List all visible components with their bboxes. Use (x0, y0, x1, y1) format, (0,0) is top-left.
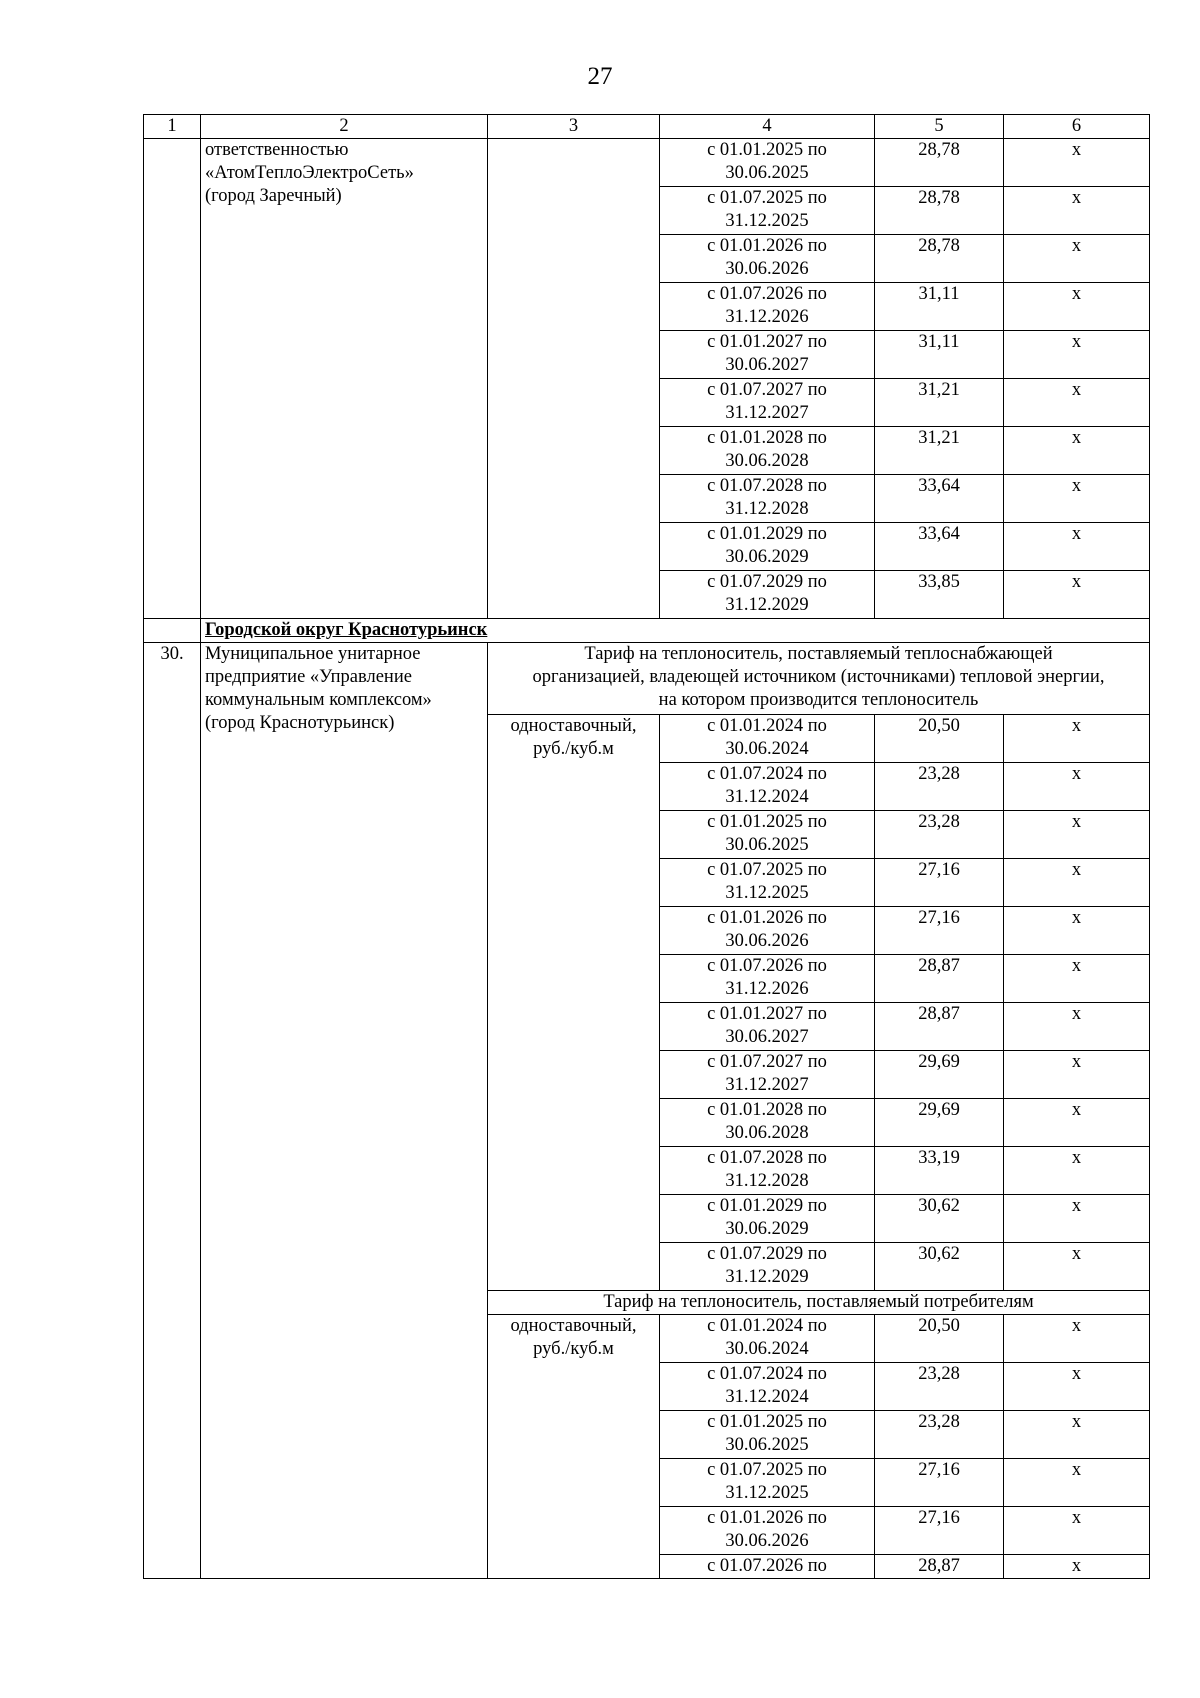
period-cell (660, 1315, 875, 1363)
period-start: с 01.01.2028 по (707, 428, 827, 448)
period-start: с 01.07.2026 по (707, 1556, 827, 1576)
tariff-value: 28,87 (875, 1003, 1004, 1051)
section-row (144, 619, 1150, 643)
tariff-unit-line: одноставочный, (510, 716, 637, 736)
col6-value: х (1004, 1411, 1150, 1459)
period-cell (660, 859, 875, 907)
tariff-type (488, 139, 660, 619)
period-cell (660, 715, 875, 763)
period-cell (660, 1363, 875, 1411)
period-end: 31.12.2024 (725, 787, 809, 807)
col6-value: х (1004, 1555, 1150, 1579)
col6-value: х (1004, 427, 1150, 475)
organization-name-line: предприятие «Управление (205, 667, 412, 687)
col6-value: х (1004, 1051, 1150, 1099)
period-cell (660, 907, 875, 955)
tariff-value: 23,28 (875, 1363, 1004, 1411)
period-end: 30.06.2028 (725, 451, 809, 471)
tariff-value: 31,21 (875, 427, 1004, 475)
organization-name-line: (город Краснотурьинск) (205, 713, 395, 733)
period-end: 30.06.2024 (725, 739, 809, 759)
period-end: 31.12.2027 (725, 403, 809, 423)
period-start: с 01.01.2029 по (707, 1196, 827, 1216)
period-cell (660, 475, 875, 523)
period-end: 31.12.2026 (725, 979, 809, 999)
period-cell (660, 1051, 875, 1099)
tariff-unit-line: одноставочный, (510, 1316, 637, 1336)
period-start: с 01.01.2027 по (707, 332, 827, 352)
organization-name-line: ответственностью (205, 140, 349, 160)
header-cell: 4 (660, 115, 875, 139)
organization-name (201, 139, 488, 619)
period-end: 31.12.2025 (725, 1483, 809, 1503)
period-cell (660, 283, 875, 331)
period-end: 30.06.2027 (725, 1027, 809, 1047)
period-start: с 01.01.2026 по (707, 908, 827, 928)
col6-value: х (1004, 475, 1150, 523)
col6-value: х (1004, 1243, 1150, 1291)
period-cell (660, 811, 875, 859)
period-cell (660, 1243, 875, 1291)
col6-value: х (1004, 1003, 1150, 1051)
tariff-value: 28,87 (875, 955, 1004, 1003)
period-cell (660, 523, 875, 571)
period-end: 30.06.2029 (725, 547, 809, 567)
tariff-value: 30,62 (875, 1243, 1004, 1291)
header-cell: 3 (488, 115, 660, 139)
period-end: 30.06.2026 (725, 931, 809, 951)
period-end: 30.06.2026 (725, 259, 809, 279)
tariff-unit (488, 715, 660, 1291)
period-start: с 01.07.2025 по (707, 188, 827, 208)
col6-value: х (1004, 139, 1150, 187)
period-start: с 01.01.2026 по (707, 1508, 827, 1528)
section-cell (201, 619, 1150, 643)
period-end: 31.12.2024 (725, 1387, 809, 1407)
tariff-value: 27,16 (875, 859, 1004, 907)
col6-value: х (1004, 1147, 1150, 1195)
period-end: 31.12.2029 (725, 1267, 809, 1287)
tariff-value: 20,50 (875, 1315, 1004, 1363)
col6-value: х (1004, 571, 1150, 619)
page-number: 27 (587, 63, 613, 90)
period-cell (660, 1555, 875, 1579)
col6-value: х (1004, 955, 1150, 1003)
tariff-value: 20,50 (875, 715, 1004, 763)
tariff-band-header (488, 643, 1150, 715)
period-start: с 01.07.2029 по (707, 1244, 827, 1264)
period-start: с 01.07.2024 по (707, 1364, 827, 1384)
col6-value: х (1004, 1099, 1150, 1147)
period-start: с 01.07.2028 по (707, 1148, 827, 1168)
period-cell (660, 1195, 875, 1243)
col6-value: х (1004, 1195, 1150, 1243)
period-end: 30.06.2025 (725, 163, 809, 183)
organization-name-line: (город Заречный) (205, 186, 342, 206)
tariff-band-header: Тариф на теплоноситель, поставляемый потребителям (488, 1291, 1150, 1315)
tariff-value: 33,85 (875, 571, 1004, 619)
period-cell (660, 187, 875, 235)
header-row (144, 115, 1150, 139)
period-start: с 01.01.2029 по (707, 524, 827, 544)
period-start: с 01.01.2026 по (707, 236, 827, 256)
tariff-value: 27,16 (875, 907, 1004, 955)
period-end: 30.06.2026 (725, 1531, 809, 1551)
period-cell (660, 1099, 875, 1147)
period-cell (660, 235, 875, 283)
organization-name (201, 643, 488, 1579)
period-cell (660, 1507, 875, 1555)
col6-value: х (1004, 331, 1150, 379)
period-cell (660, 427, 875, 475)
period-start: с 01.01.2025 по (707, 140, 827, 160)
tariff-value: 23,28 (875, 763, 1004, 811)
tariff-value: 28,78 (875, 235, 1004, 283)
tariff-value: 28,78 (875, 187, 1004, 235)
period-start: с 01.07.2025 по (707, 1460, 827, 1480)
period-start: с 01.07.2026 по (707, 284, 827, 304)
header-cell: 1 (144, 115, 201, 139)
col6-value: х (1004, 1459, 1150, 1507)
period-cell (660, 763, 875, 811)
period-start: с 01.07.2027 по (707, 380, 827, 400)
row-number: 30. (144, 643, 201, 1579)
col6-value: х (1004, 1507, 1150, 1555)
period-end: 31.12.2025 (725, 211, 809, 231)
tariff-band-header-line: организацией, владеющей источником (источниками) тепловой энергии, (532, 667, 1105, 687)
period-start: с 01.01.2024 по (707, 716, 827, 736)
period-start: с 01.01.2027 по (707, 1004, 827, 1024)
band-row (144, 643, 1150, 715)
period-start: с 01.01.2024 по (707, 1316, 827, 1336)
period-start: с 01.07.2024 по (707, 764, 827, 784)
tariff-value: 31,11 (875, 331, 1004, 379)
tariff-value: 28,87 (875, 1555, 1004, 1579)
period-start: с 01.07.2026 по (707, 956, 827, 976)
col6-value: х (1004, 379, 1150, 427)
tariff-unit-line: руб./куб.м (533, 1339, 614, 1359)
row-number (144, 139, 201, 619)
organization-name-line: Муниципальное унитарное (205, 644, 421, 664)
col6-value: х (1004, 283, 1150, 331)
tariff-value: 29,69 (875, 1051, 1004, 1099)
period-end: 31.12.2025 (725, 883, 809, 903)
period-end: 30.06.2028 (725, 1123, 809, 1143)
period-end: 31.12.2029 (725, 595, 809, 615)
period-start: с 01.07.2029 по (707, 572, 827, 592)
tariff-value: 33,64 (875, 475, 1004, 523)
tariff-unit-line: руб./куб.м (533, 739, 614, 759)
tariff-value: 28,78 (875, 139, 1004, 187)
col6-value: х (1004, 811, 1150, 859)
section-empty-cell (144, 619, 201, 643)
tariff-table (143, 114, 1150, 1579)
period-end: 30.06.2027 (725, 355, 809, 375)
period-end: 30.06.2025 (725, 835, 809, 855)
table-row (144, 139, 1150, 187)
period-cell (660, 1147, 875, 1195)
period-end: 31.12.2026 (725, 307, 809, 327)
period-end: 30.06.2024 (725, 1339, 809, 1359)
period-cell (660, 1003, 875, 1051)
period-start: с 01.01.2025 по (707, 812, 827, 832)
col6-value: х (1004, 763, 1150, 811)
tariff-value: 23,28 (875, 811, 1004, 859)
header-cell: 5 (875, 115, 1004, 139)
organization-name-line: «АтомТеплоЭлектроСеть» (205, 163, 414, 183)
period-start: с 01.07.2025 по (707, 860, 827, 880)
tariff-unit (488, 1315, 660, 1579)
header-cell: 2 (201, 115, 488, 139)
period-cell (660, 571, 875, 619)
col6-value: х (1004, 523, 1150, 571)
col6-value: х (1004, 187, 1150, 235)
period-cell (660, 1411, 875, 1459)
col6-value: х (1004, 1315, 1150, 1363)
section-title: Городской округ Краснотурьинск (205, 620, 488, 640)
period-cell (660, 379, 875, 427)
period-end: 31.12.2028 (725, 1171, 809, 1191)
tariff-value: 23,28 (875, 1411, 1004, 1459)
tariff-value: 27,16 (875, 1459, 1004, 1507)
col6-value: х (1004, 715, 1150, 763)
period-end: 30.06.2029 (725, 1219, 809, 1239)
period-end: 31.12.2027 (725, 1075, 809, 1095)
period-cell (660, 331, 875, 379)
tariff-value: 31,11 (875, 283, 1004, 331)
tariff-value: 33,19 (875, 1147, 1004, 1195)
organization-name-line: коммунальным комплексом» (205, 690, 432, 710)
col6-value: х (1004, 1363, 1150, 1411)
period-cell (660, 955, 875, 1003)
period-start: с 01.01.2025 по (707, 1412, 827, 1432)
period-start: с 01.01.2028 по (707, 1100, 827, 1120)
tariff-band-header-line: Тариф на теплоноситель, поставляемый теплоснабжающей (584, 644, 1053, 664)
tariff-value: 27,16 (875, 1507, 1004, 1555)
period-end: 31.12.2028 (725, 499, 809, 519)
tariff-value: 31,21 (875, 379, 1004, 427)
tariff-value: 33,64 (875, 523, 1004, 571)
period-start: с 01.07.2027 по (707, 1052, 827, 1072)
period-start: с 01.07.2028 по (707, 476, 827, 496)
period-end: 30.06.2025 (725, 1435, 809, 1455)
period-cell (660, 1459, 875, 1507)
header-cell: 6 (1004, 115, 1150, 139)
col6-value: х (1004, 235, 1150, 283)
tariff-band-header-line: на котором производится теплоноситель (658, 690, 979, 710)
col6-value: х (1004, 859, 1150, 907)
tariff-value: 29,69 (875, 1099, 1004, 1147)
col6-value: х (1004, 907, 1150, 955)
tariff-value: 30,62 (875, 1195, 1004, 1243)
period-cell (660, 139, 875, 187)
